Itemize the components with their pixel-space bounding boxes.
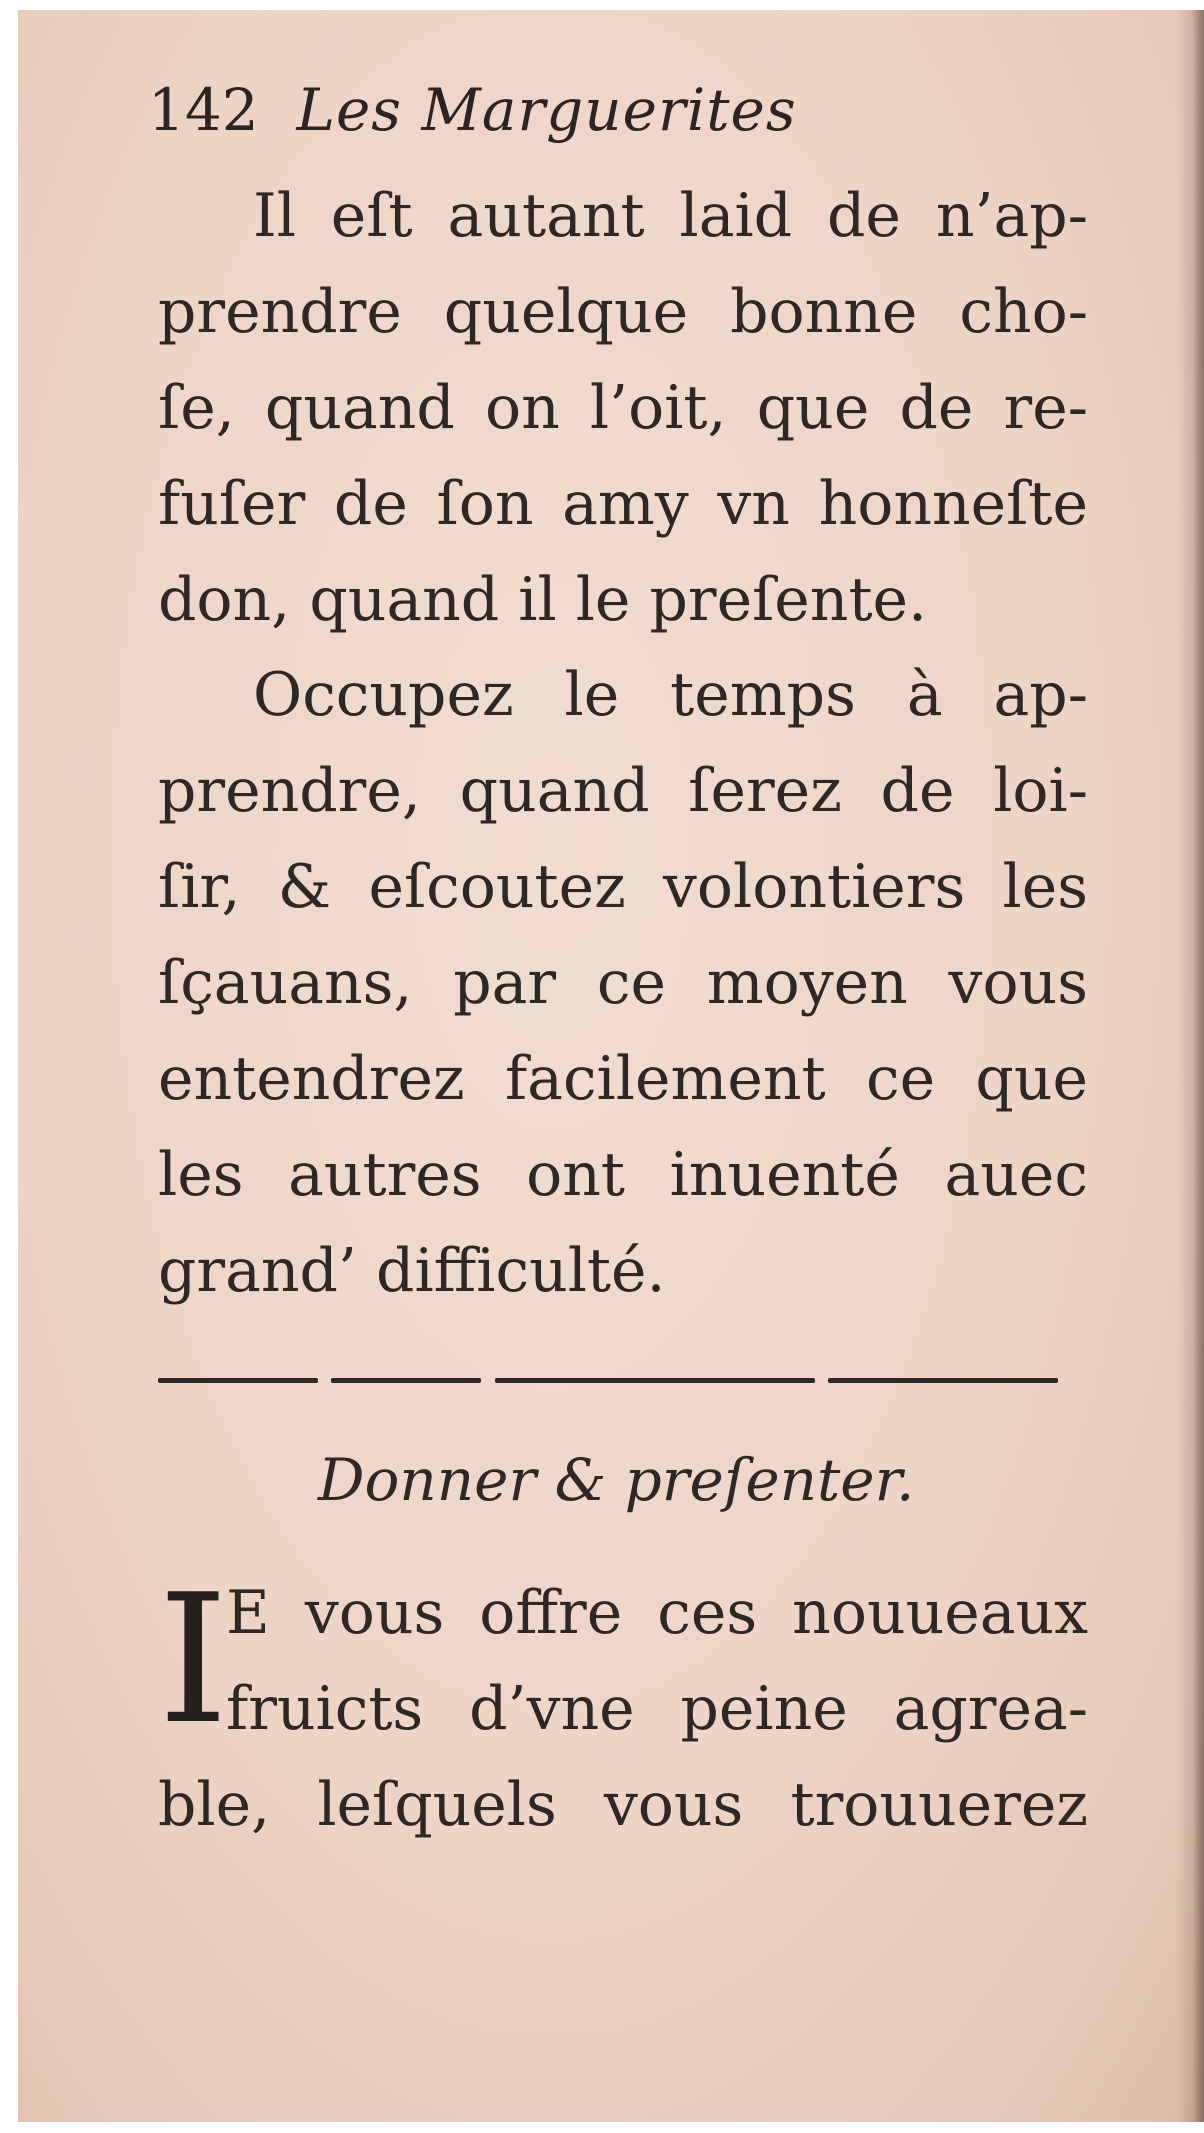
divider-segment bbox=[828, 1378, 1058, 1383]
page-header bbox=[148, 65, 797, 155]
text-line: prendre, quand ſerez de loi- bbox=[158, 756, 1088, 826]
paragraph-3 bbox=[158, 1556, 1088, 1853]
running-head: Les Marguerites bbox=[296, 76, 797, 144]
text-line: ſçauans, par ce moyen vous bbox=[158, 948, 1088, 1018]
text-line: Il eſt autant laid de n’ap- bbox=[253, 181, 1088, 251]
text-line: grand’ difficulté. bbox=[158, 1236, 666, 1306]
text-line: ble, leſquels vous trouuerez bbox=[158, 1770, 1088, 1840]
text-line: fruicts d’vne peine agrea- bbox=[226, 1674, 1088, 1744]
divider-segment bbox=[158, 1378, 318, 1383]
page-number: 142 bbox=[148, 76, 259, 144]
section-divider bbox=[158, 1374, 1058, 1386]
dropcap-block bbox=[158, 1556, 1088, 1763]
text-line: ſir, & eſcoutez volontiers les bbox=[158, 852, 1088, 922]
drop-cap: I bbox=[158, 1556, 229, 1763]
book-page bbox=[18, 10, 1204, 2122]
text-line: Occupez le temps à ap- bbox=[253, 660, 1088, 730]
text-line: prendre quelque bonne cho- bbox=[158, 277, 1088, 347]
text-line: ſe, quand on l’oit, que de re- bbox=[158, 373, 1088, 443]
text-line: entendrez facilement ce que bbox=[158, 1044, 1088, 1114]
paragraph-1 bbox=[158, 168, 1088, 648]
divider-segment bbox=[331, 1378, 481, 1383]
divider-segment bbox=[495, 1378, 815, 1383]
text-line: E vous offre ces nouueaux bbox=[226, 1578, 1088, 1648]
section-title: Donner & preſenter. bbox=[318, 1446, 915, 1514]
text-line: fuſer de ſon amy vn honneſte bbox=[158, 469, 1088, 539]
text-line: les autres ont inuenté auec bbox=[158, 1140, 1088, 1210]
text-line: don, quand il le preſente. bbox=[158, 565, 928, 635]
paragraph-2 bbox=[158, 647, 1088, 1319]
